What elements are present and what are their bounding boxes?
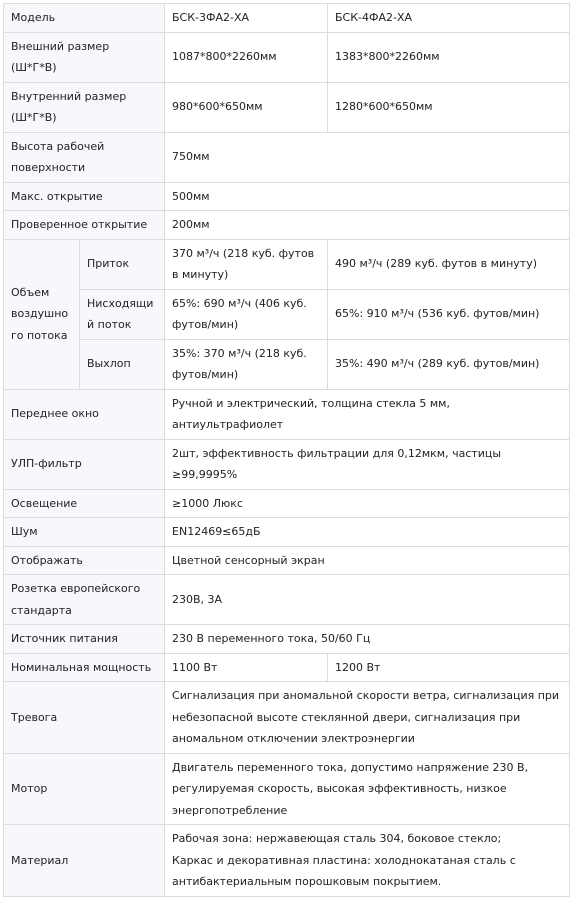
spec-table [3,3,570,897]
cell-value: БСК-3ФА2-ХА [165,4,328,33]
cell-value: 1100 Вт [165,653,328,682]
row-label: Внешний размер (Ш*Г*В) [4,32,165,82]
table-row-display [4,546,570,575]
table-row-max-opening [4,182,570,211]
table-row-ulpa [4,439,570,489]
cell-value: 230В, 3А [165,575,570,625]
table-row-motor [4,753,570,825]
row-label: Мотор [4,753,165,825]
table-row-power-source [4,625,570,654]
row-label: Объем воздушного потока [4,239,80,389]
cell-value: Сигнализация при аномальной скорости ветра, сигнализация при небезопасной высоте стеклянной двери, сигнализация при аномальном отключении электроэнергии [165,682,570,754]
row-label: Переднее окно [4,389,165,439]
row-label: Проверенное открытие [4,211,165,240]
row-label: Отображать [4,546,165,575]
row-label: Внутренний размер (Ш*Г*В) [4,82,165,132]
cell-value: Цветной сенсорный экран [165,546,570,575]
cell-value: БСК-4ФА2-ХА [328,4,570,33]
material-line: Каркас и декоративная пластина: холоднокатаная сталь с антибактериальным порошковым покрытием. [172,853,516,888]
table-row-rated-power [4,653,570,682]
table-row-lighting [4,489,570,518]
sub-label: Нисходящий поток [80,289,165,339]
cell-value: 1087*800*2260мм [165,32,328,82]
row-label: Освещение [4,489,165,518]
cell-value [165,825,570,897]
row-label: Источник питания [4,625,165,654]
cell-value: 35%: 490 м³/ч (289 куб. футов/мин) [328,339,570,389]
cell-value: 980*600*650мм [165,82,328,132]
cell-value: 2шт, эффективность фильтрации для 0,12мкм, частицы ≥99,9995% [165,439,570,489]
table-row-int-size [4,82,570,132]
row-label: Материал [4,825,165,897]
cell-value: ≥1000 Люкс [165,489,570,518]
cell-value: Двигатель переменного тока, допустимо напряжение 230 В, регулируемая скорость, высокая эффективность, низкое энергопотребление [165,753,570,825]
table-row-tested-opening [4,211,570,240]
table-row-front-window [4,389,570,439]
row-label: Тревога [4,682,165,754]
table-row-noise [4,518,570,547]
row-label: Модель [4,4,165,33]
cell-value: EN12469≤65дБ [165,518,570,547]
cell-value: 370 м³/ч (218 куб. футов в минуту) [165,239,328,289]
table-row-socket [4,575,570,625]
table-row-airflow-exhaust [4,339,570,389]
row-label: УЛП-фильтр [4,439,165,489]
cell-value: 750мм [165,132,570,182]
sub-label: Выхлоп [80,339,165,389]
cell-value: 65%: 910 м³/ч (536 куб. футов/мин) [328,289,570,339]
cell-value: 230 В переменного тока, 50/60 Гц [165,625,570,654]
sub-label: Приток [80,239,165,289]
row-label: Высота рабочей поверхности [4,132,165,182]
table-row-model [4,4,570,33]
table-row-airflow-downflow [4,289,570,339]
cell-value: 500мм [165,182,570,211]
table-row-ext-size [4,32,570,82]
cell-value: 1280*600*650мм [328,82,570,132]
row-label: Шум [4,518,165,547]
row-label: Макс. открытие [4,182,165,211]
cell-value: 65%: 690 м³/ч (406 куб. футов/мин) [165,289,328,339]
table-row-material [4,825,570,897]
table-row-work-height [4,132,570,182]
cell-value: 1383*800*2260мм [328,32,570,82]
row-label: Номинальная мощность [4,653,165,682]
cell-value: Ручной и электрический, толщина стекла 5 мм, антиультрафиолет [165,389,570,439]
cell-value: 35%: 370 м³/ч (218 куб. футов/мин) [165,339,328,389]
cell-value: 200мм [165,211,570,240]
cell-value: 490 м³/ч (289 куб. футов в минуту) [328,239,570,289]
table-row-airflow-inflow [4,239,570,289]
table-row-alarm [4,682,570,754]
cell-value: 1200 Вт [328,653,570,682]
row-label: Розетка европейского стандарта [4,575,165,625]
material-line: Рабочая зона: нержавеющая сталь 304, боковое стекло; [172,832,502,845]
